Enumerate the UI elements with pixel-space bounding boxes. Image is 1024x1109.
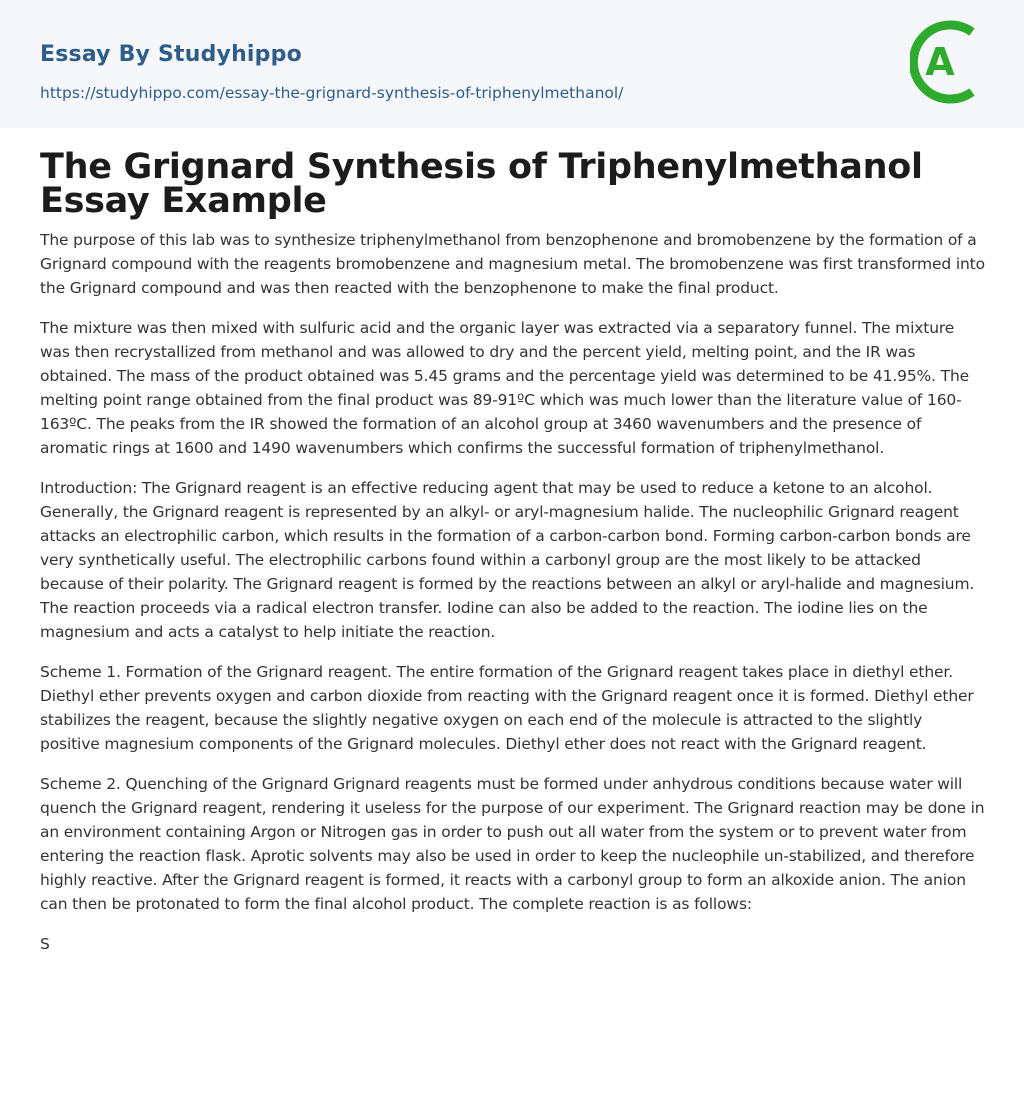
paragraph: S — [40, 935, 50, 953]
studyhippo-logo-icon[interactable] — [910, 18, 988, 106]
paragraph: The mixture was then mixed with sulfuric acid and the organic layer was extracted via a separatory funnel. The mixture was then recrystallized from methanol and was allowed to dry and the percent yield, melting point, and the IR was obtained. The mass of the product obtained was 5.45 grams and the percentage yield was determined to be 41.95%. The melting point range obtained from the final product was 89-91ºC which was much lower than the literature value of 160-163ºC. The peaks from the IR showed the formation of an alcohol group at 3460 wavenumbers and the presence of aromatic rings at 1600 and 1490 wavenumbers which confirms the successful formation of triphenylmethanol. — [40, 319, 970, 457]
essay-body — [40, 228, 986, 972]
page-title: The Grignard Synthesis of Triphenylmethanol Essay Example — [40, 147, 923, 221]
paragraph: Introduction: The Grignard reagent is an effective reducing agent that may be used to reduce a ketone to an alcohol. Generally, the Grignard reagent is represented by an alkyl- or aryl-magnesium halide. The nucleophilic Grignard reagent attacks an electrophilic carbon, which results in the formation of a carbon-carbon bond. Forming carbon-carbon bonds are very synthetically useful. The electrophilic carbons found within a carbonyl group are the most likely to be attacked because of their polarity. The Grignard reagent is formed by the reactions between an alkyl or aryl-halide and magnesium. The reaction proceeds via a radical electron transfer. Iodine can also be added to the reaction. The iodine lies on the magnesium and acts a catalyst to help initiate the reaction. — [40, 479, 975, 641]
site-name[interactable]: Essay By Studyhippo — [40, 42, 302, 67]
paragraph: Scheme 2. Quenching of the Grignard Grignard reagents must be formed under anhydrous conditions because water will quench the Grignard reagent, rendering it useless for the purpose of our experiment. The Grignard reaction may be done in an environment containing Argon or Nitrogen gas in order to push out all water from the system or to prevent water from entering the reaction flask. Aprotic solvents may also be used in order to keep the nucleophile un-stabilized, and therefore highly reactive. After the Grignard reagent is formed, it reacts with a carbonyl group to form an alkoxide anion. The anion can then be protonated to form the final alcohol product. The complete reaction is as follows: — [40, 775, 985, 913]
paragraph: The purpose of this lab was to synthesize triphenylmethanol from benzophenone and bromobenzene by the formation of a Grignard compound with the reagents bromobenzene and magnesium metal. The bromobenzene was first transformed into the Grignard compound and was then reacted with the benzophenone to make the final product. — [40, 231, 985, 297]
logo-letter: A — [925, 40, 955, 84]
site-header — [0, 0, 1024, 128]
paragraph: Scheme 1. Formation of the Grignard reagent. The entire formation of the Grignard reagent takes place in diethyl ether. Diethyl ether prevents oxygen and carbon dioxide from reacting with the Grignard reagent once it is formed. Diethyl ether stabilizes the reagent, because the slightly negative oxygen on each end of the molecule is attracted to the slightly positive magnesium components of the Grignard molecules. Diethyl ether does not react with the Grignard reagent. — [40, 663, 974, 753]
essay-url-link[interactable]: https://studyhippo.com/essay-the-grignard-synthesis-of-triphenylmethanol/ — [40, 84, 624, 102]
